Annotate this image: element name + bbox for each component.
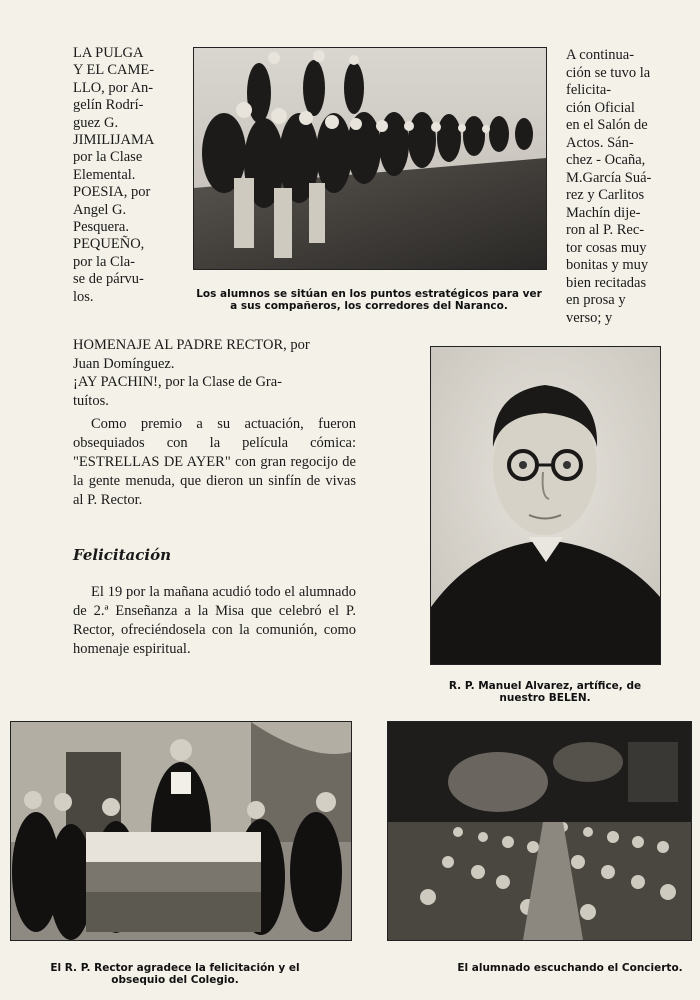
right-column-line: en prosa y — [566, 292, 626, 308]
audience-caption: El alumnado escuchando el Concierto. — [457, 962, 683, 974]
left-column-line: Y EL CAME- — [73, 62, 155, 79]
left-column-list — [73, 45, 173, 306]
left-column-line: se de párvu- — [73, 271, 144, 288]
right-column-line: bien recitadas — [566, 274, 647, 291]
portrait-caption — [420, 680, 670, 704]
portrait-caption-line2: nuestro BELEN. — [499, 692, 591, 704]
right-column-line: verso; y — [566, 309, 613, 326]
left-column-line: los. — [73, 288, 94, 305]
program-line: Juan Domínguez. — [73, 355, 175, 372]
students-photo — [193, 47, 547, 270]
rector-speech-caption: El R. P. Rector agradece la felicitación y el obsequio del Colegio. — [50, 962, 300, 986]
right-column-line: M.García Suá- — [566, 169, 652, 186]
right-column-list — [566, 47, 666, 327]
portrait-caption-line1: R. P. Manuel Alvarez, artífice, de — [448, 680, 642, 692]
left-column-line: Angel G. — [73, 201, 127, 218]
right-column-line: A continua- — [566, 47, 635, 63]
program-list-continued — [73, 336, 363, 410]
right-column-line: ron al P. Rec- — [566, 222, 645, 238]
right-column-line: en el Salón de — [566, 117, 648, 133]
right-column-line: Machín dije- — [566, 204, 641, 221]
left-column-line: por la Cla- — [73, 253, 136, 270]
program-line: ¡AY PACHIN!, por la Clase de Gra- — [73, 374, 283, 391]
left-column-line: POESIA, por — [73, 184, 151, 201]
prize-paragraph: Como premio a su actuación, fueron obsequiados con la película cómica: "ESTRELLAS DE AYER" con gran regocijo de la gente menuda, que dieron un sinfín de vivas al P. Rector. — [73, 416, 356, 508]
rector-speech-photo — [10, 721, 352, 941]
right-column-line: bonitas y muy — [566, 257, 649, 273]
program-line: tuítos. — [73, 392, 109, 409]
audience-photo — [387, 721, 692, 941]
felicitacion-paragraph: El 19 por la mañana acudió todo el alumnado de 2.ª Enseñanza a la Misa que celebró el P. Rector, ofreciéndosela con la comunión, como homenaje espiritual. — [73, 584, 356, 657]
left-column-line: gelín Rodrí- — [73, 97, 144, 114]
left-column-line: Pesquera. — [73, 219, 129, 236]
left-column-line: PEQUEÑO, — [73, 236, 145, 253]
right-column-line: tor cosas muy — [566, 239, 647, 256]
left-column-line: LA PULGA — [73, 45, 144, 61]
program-line: HOMENAJE AL PADRE RECTOR, por — [73, 337, 310, 353]
right-column-line: chez - Ocaña, — [566, 152, 646, 168]
right-column-line: ción Oficial — [566, 99, 635, 116]
left-column-line: Elemental. — [73, 166, 136, 183]
right-column-line: ción se tuvo la — [566, 64, 651, 81]
right-column-line: Actos. Sán- — [566, 134, 634, 151]
students-photo-caption: Los alumnos se sitúan en los puntos estratégicos para ver a sus compañeros, los corredores del Naranco. — [196, 288, 542, 312]
left-column-line: guez G. — [73, 114, 119, 131]
left-column-line: por la Clase — [73, 149, 143, 166]
right-column-line: rez y Carlitos — [566, 187, 645, 203]
rector-portrait-photo — [430, 346, 661, 665]
section-heading-felicitacion: Felicitación — [73, 546, 171, 564]
right-column-line: felicita- — [566, 82, 612, 98]
left-column-line: JIMILIJAMA — [73, 132, 155, 149]
left-column-line: LLO, por An- — [73, 79, 154, 96]
